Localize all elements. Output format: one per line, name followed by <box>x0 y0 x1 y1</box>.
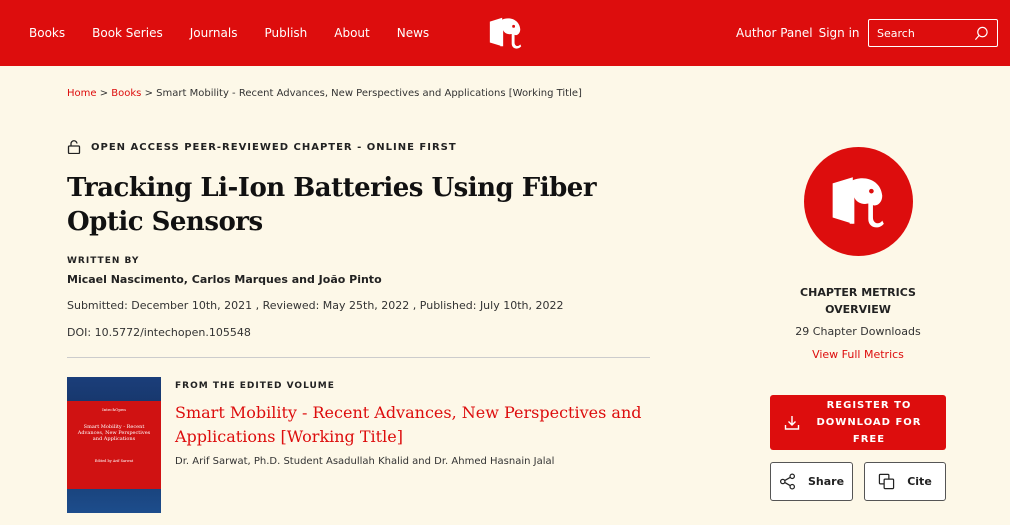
cover-band <box>67 401 161 489</box>
chapter-title: Tracking Li-Ion Batteries Using Fiber Optic Sensors <box>67 173 597 237</box>
breadcrumb-separator: > <box>99 88 109 99</box>
lock-icon <box>67 140 81 154</box>
cover-publisher: IntechOpen <box>102 407 126 412</box>
view-full-metrics-link[interactable]: View Full Metrics <box>812 348 904 361</box>
search-input[interactable]: Search <box>877 26 915 40</box>
main-nav <box>29 26 456 40</box>
author-panel-link[interactable]: Author Panel <box>736 26 813 40</box>
auth-links <box>736 26 860 40</box>
book-cover[interactable] <box>67 377 161 513</box>
download-icon <box>784 415 800 431</box>
logo-icon <box>828 171 890 233</box>
sign-in-link[interactable]: Sign in <box>818 26 860 40</box>
cover-editor: Edited by Arif Sarwat <box>94 459 134 463</box>
share-icon <box>779 473 796 490</box>
nav-news[interactable]: News <box>396 26 430 40</box>
breadcrumb <box>67 88 582 99</box>
cover-title: Smart Mobility - Recent Advances, New Perspectives and Applications <box>77 424 151 442</box>
search-box[interactable] <box>868 19 998 47</box>
metrics-title: CHAPTER METRICS OVERVIEW <box>800 286 916 316</box>
logo-icon[interactable] <box>487 14 525 52</box>
nav-books[interactable]: Books <box>29 26 66 40</box>
chapter-authors[interactable]: Micael Nascimento, Carlos Marques and João Pinto <box>67 273 382 286</box>
chapter-downloads: 29 Chapter Downloads <box>795 325 921 338</box>
breadcrumb-separator: > <box>144 88 153 99</box>
share-button[interactable] <box>770 462 853 501</box>
search-icon[interactable] <box>974 26 989 41</box>
share-label: Share <box>807 475 845 488</box>
cite-label: Cite <box>907 475 932 488</box>
nav-journals[interactable]: Journals <box>189 26 238 40</box>
breadcrumb-books[interactable]: Books <box>111 88 142 99</box>
cite-icon <box>878 473 895 490</box>
breadcrumb-home[interactable]: Home <box>67 88 97 99</box>
breadcrumb-current: Smart Mobility - Recent Advances, New Perspectives and Applications [Working Title] <box>156 88 582 99</box>
divider <box>67 357 650 358</box>
chapter-dates: Submitted: December 10th, 2021 , Reviewed: May 25th, 2022 , Published: July 10th, 2022 <box>67 299 564 312</box>
top-header <box>0 0 1010 66</box>
open-access-label <box>67 140 457 154</box>
volume-title-link[interactable]: Smart Mobility - Recent Advances, New Perspectives and Applications [Working Title] <box>175 403 642 446</box>
cite-button[interactable] <box>864 462 946 501</box>
register-download-label: REGISTER TO DOWNLOAD FOR FREE <box>816 400 922 445</box>
written-by-label: WRITTEN BY <box>67 256 140 266</box>
nav-book-series[interactable]: Book Series <box>92 26 163 40</box>
chapter-doi: DOI: 10.5772/intechopen.105548 <box>67 326 251 339</box>
nav-about[interactable]: About <box>334 26 370 40</box>
chapter-logo <box>804 147 913 256</box>
nav-publish[interactable]: Publish <box>264 26 308 40</box>
access-type-text: OPEN ACCESS PEER-REVIEWED CHAPTER - ONLINE FIRST <box>91 141 457 153</box>
volume-editors: Dr. Arif Sarwat, Ph.D. Student Asadullah Khalid and Dr. Ahmed Hasnain Jalal <box>175 456 555 467</box>
register-download-button[interactable] <box>770 395 946 450</box>
from-volume-label: FROM THE EDITED VOLUME <box>175 381 335 391</box>
